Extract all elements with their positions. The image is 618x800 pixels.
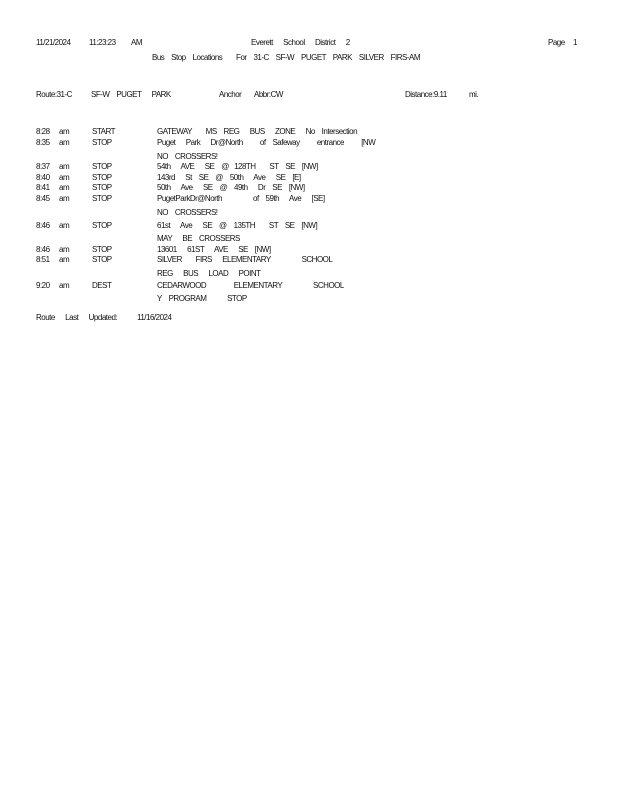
stop-type: STOP <box>92 194 112 203</box>
stop-time: 8:28 <box>36 127 50 136</box>
abbr-label: Abbr:CW <box>254 90 283 99</box>
last-updated-date: 11/16/2024 <box>137 313 172 322</box>
stop-location: 13601 61ST AVE SE [NW] <box>157 245 271 254</box>
stop-location: 61st Ave SE @ 135TH ST SE [NW] <box>157 221 318 230</box>
stop-location: Puget Park Dr@North of Safeway entrance [NW <box>157 138 376 147</box>
stop-ampm: am <box>59 173 70 182</box>
stop-type: STOP <box>92 162 112 171</box>
last-updated-label: Route Last Updated: <box>36 313 118 322</box>
stop-type: STOP <box>92 173 112 182</box>
stop-location: 50th Ave SE @ 49th Dr SE [NW] <box>157 183 305 192</box>
stop-location: CEDARWOOD ELEMENTARY SCHOOL <box>157 281 344 290</box>
stop-location: NO CROSSERS! <box>157 208 218 217</box>
stop-ampm: am <box>59 245 70 254</box>
stop-ampm: am <box>59 194 70 203</box>
report-subtitle: Bus Stop Locations For 31-C SF-W PUGET PARK SILVER FIRS-AM <box>152 53 421 62</box>
stop-location: MAY BE CROSSERS <box>157 234 240 243</box>
report-date: 11/21/2024 <box>36 38 71 47</box>
distance-unit: mi. <box>469 90 479 99</box>
stop-ampm: am <box>59 221 70 230</box>
stop-ampm: am <box>59 138 70 147</box>
stop-location: PugetParkDr@North of 59th Ave [SE] <box>157 194 325 203</box>
stop-location: Y PROGRAM STOP <box>157 294 247 303</box>
stop-ampm: am <box>59 281 70 290</box>
stop-ampm: am <box>59 255 70 264</box>
stop-location: REG BUS LOAD POINT <box>157 269 261 278</box>
stop-time: 9:20 <box>36 281 50 290</box>
page-label: Page <box>548 38 565 47</box>
stop-ampm: am <box>59 127 70 136</box>
stop-location: GATEWAY MS REG BUS ZONE No Intersection <box>157 127 358 136</box>
stop-type: STOP <box>92 221 112 230</box>
stop-location: SILVER FIRS ELEMENTARY SCHOOL <box>157 255 333 264</box>
stop-location: NO CROSSERS! <box>157 152 218 161</box>
route-name: SF-W PUGET PARK <box>91 90 171 99</box>
stop-time: 8:40 <box>36 173 50 182</box>
stop-ampm: am <box>59 183 70 192</box>
stop-ampm: am <box>59 162 70 171</box>
distance-label: Distance:9.11 <box>405 90 447 99</box>
anchor-label: Anchor <box>219 90 242 99</box>
district-title: Everett School District 2 <box>251 38 350 47</box>
route-id: Route:31-C <box>36 90 72 99</box>
stop-time: 8:46 <box>36 245 50 254</box>
stop-type: START <box>92 127 115 136</box>
stop-type: STOP <box>92 183 112 192</box>
stop-time: 8:37 <box>36 162 50 171</box>
stop-location: 143rd St SE @ 50th Ave SE [E] <box>157 173 301 182</box>
stop-type: STOP <box>92 245 112 254</box>
stop-time: 8:46 <box>36 221 50 230</box>
report-ampm: AM <box>131 38 142 47</box>
stop-time: 8:35 <box>36 138 50 147</box>
report-time: 11:23:23 <box>89 38 116 47</box>
stop-location: 54th AVE SE @ 128TH ST SE [NW] <box>157 162 318 171</box>
stop-type: STOP <box>92 138 112 147</box>
stop-time: 8:45 <box>36 194 50 203</box>
stop-type: DEST <box>92 281 112 290</box>
stop-time: 8:41 <box>36 183 50 192</box>
page-number: 1 <box>573 38 577 47</box>
stop-time: 8:51 <box>36 255 50 264</box>
stop-type: STOP <box>92 255 112 264</box>
